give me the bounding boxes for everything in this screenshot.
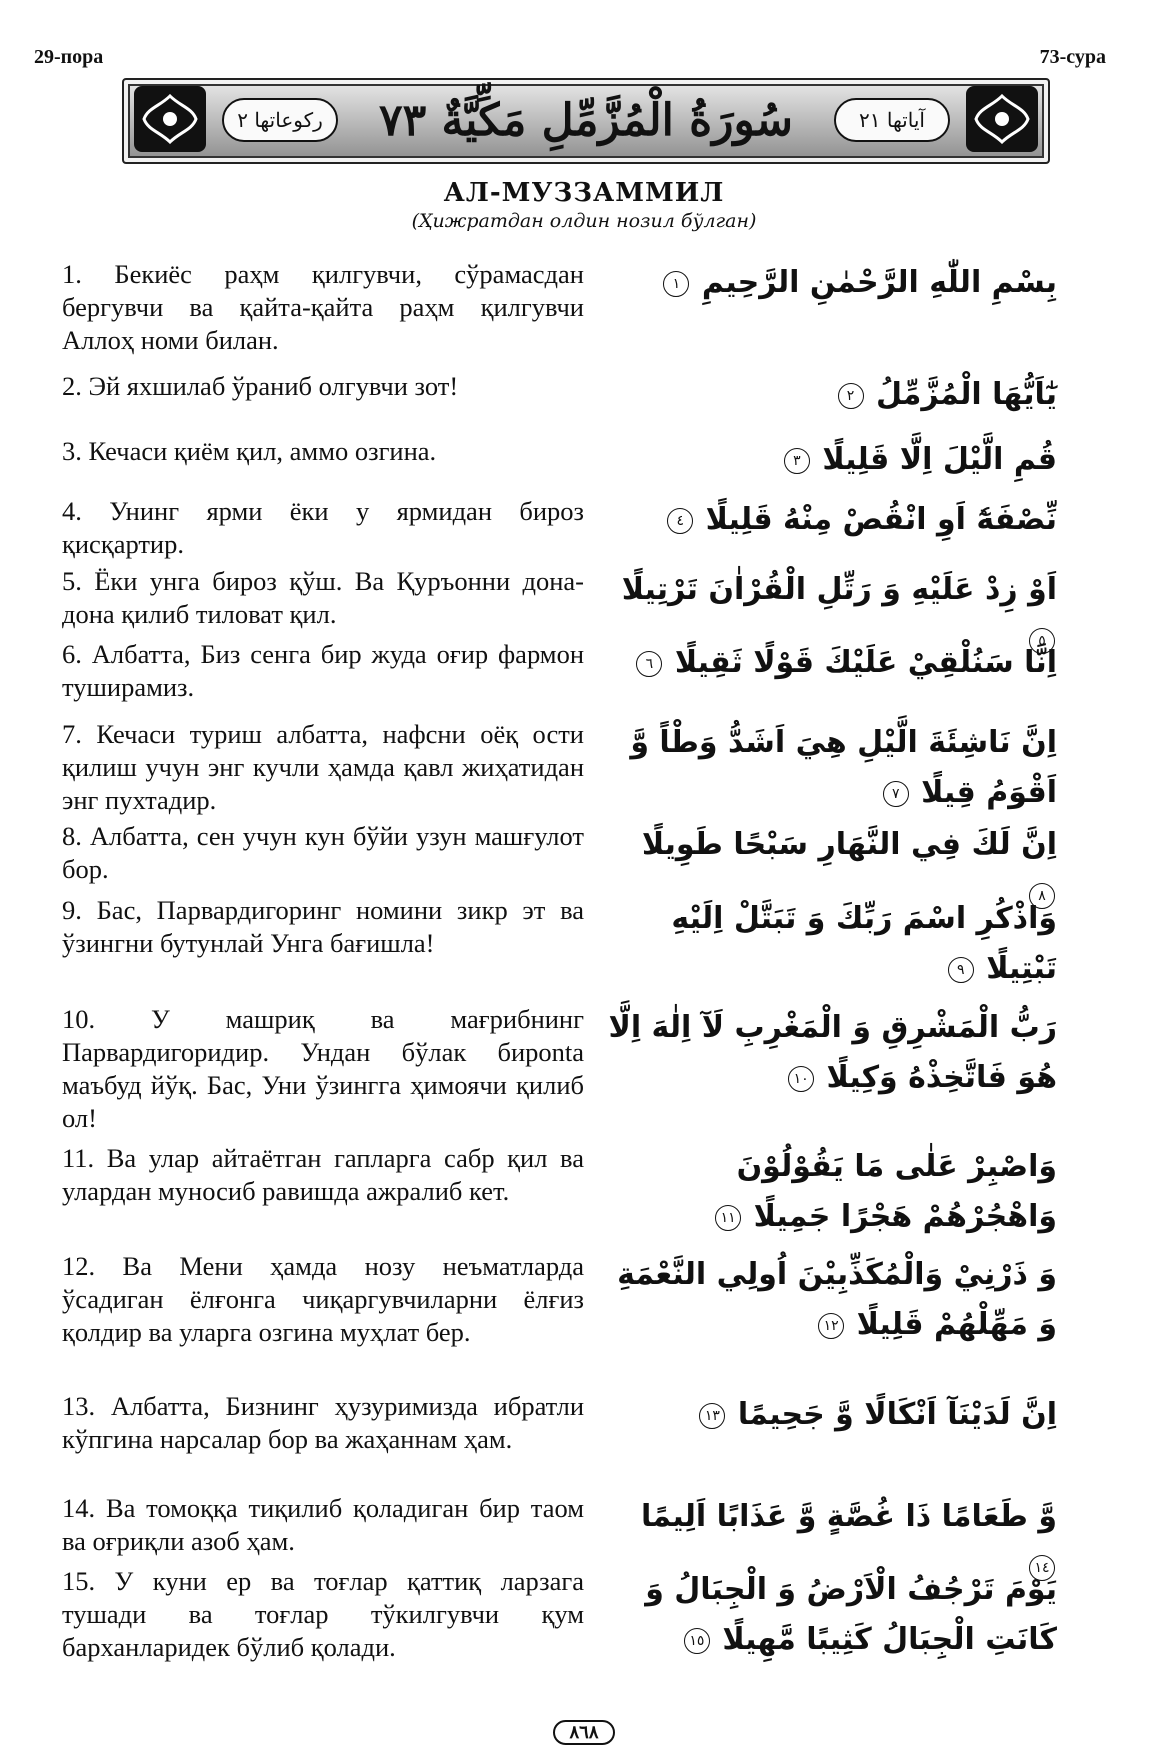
verse-translation: 7. Кечаси туриш албатта, нафсни оёқ ости қилиш учун энг кучли ҳамда қавл жиҳатидан энг пухтадир. xyxy=(62,719,584,815)
verse-translation: 5. Ёки унга бироз қўш. Ва Қуръонни дона-дона қилиб тиловат қил. xyxy=(62,566,584,629)
verse-translation: 11. Ва улар айтаётган гапларга сабр қил ва улардан муносиб равишда ажралиб кет. xyxy=(62,1143,584,1206)
verse-number: ١٣ xyxy=(699,1403,725,1429)
verse-number: ١ xyxy=(663,271,689,297)
verse-translation: 8. Албатта, сен учун кун бўйи узун машғулот бор. xyxy=(62,821,584,884)
page-number-label: ٨٦٨ xyxy=(553,1720,614,1745)
verse-arabic: وَ ذَرْنِيْ وَالْمُكَذِّبِيْنَ اُولِي النَّعْمَةِ وَ مَهِّلْهُمْ قَلِيلًا ١٢ xyxy=(617,1257,1057,1342)
verse-arabic: بِسْمِ اللّٰهِ الرَّحْمٰنِ الرَّحِيمِ ١ xyxy=(602,258,1057,308)
verse-translation: 4. Унинг ярми ёки у ярмидан бироз қисқартир. xyxy=(62,496,584,559)
verse-translation: 10. У машриқ ва мағрибнинг Парвардигоридир. Ундан бўлак бирonta маъбуд йўқ. Бас, Уни ўзингга ҳимоячи қилиб ол! xyxy=(62,1004,584,1133)
verse-number: ٨ xyxy=(1029,883,1055,909)
page-number xyxy=(534,1716,634,1748)
verse-arabic: وَّ طَعَامًا ذَا غُصَّةٍ وَّ عَذَابًا اَلِيمًا ١٤ xyxy=(602,1492,1057,1592)
verse-translation: 14. Ва томоққа тиқилиб қоладиган бир таом ва оғриқли азоб ҳам. xyxy=(62,1493,584,1556)
verse-translation: 12. Ва Мени ҳамда нозу неъматларда ўсадиган ёлғонга чиқаргувчиларни ёлғиз қолдир ва уларга озгина муҳлат бер. xyxy=(62,1251,584,1347)
verse-number: ٧ xyxy=(883,781,909,807)
ruku-count-badge: ركوعاتها ٢ xyxy=(222,98,338,142)
verse-number: ٦ xyxy=(636,651,662,677)
verse-translation: 9. Бас, Парвардигоринг номини зикр эт ва ўзингни бутунлай Унга бағишла! xyxy=(62,895,584,958)
verse-arabic: اِنَّ نَاشِئَةَ الَّيْلِ هِيَ اَشَدُّ وَطْاً وَّ اَقْوَمُ قِيلًا ٧ xyxy=(630,725,1057,810)
verse-arabic: وَاذْكُرِ اسْمَ رَبِّكَ وَ تَبَتَّلْ اِلَيْهِ تَبْتِيلًا ٩ xyxy=(671,901,1057,986)
verse-number: ١٠ xyxy=(788,1066,814,1092)
verse-arabic: اَوْ زِدْ عَلَيْهِ وَ رَتِّلِ الْقُرْاٰنَ تَرْتِيلًا ٥ xyxy=(602,565,1057,665)
verse-arabic: نِّصْفَهٗٓ اَوِ انْقُصْ مِنْهُ قَلِيلًا ٤ xyxy=(602,495,1057,545)
surah-heading: АЛ-МУЗЗАММИЛ xyxy=(443,178,725,208)
verse-arabic: يَوْمَ تَرْجُفُ الْاَرْضُ وَ الْجِبَالُ وَ كَانَتِ الْجِبَالُ كَثِيبًا مَّهِيلًا ١٥ xyxy=(645,1572,1057,1657)
verse-number: ١٤ xyxy=(1029,1555,1055,1581)
verse-arabic: اِنَّ لَدَيْنَآ اَنْكَالًا وَّ جَحِيمًا ١٣ xyxy=(602,1390,1057,1440)
ornament-left-icon xyxy=(134,86,206,152)
verse-translation: 3. Кечаси қиём қил, аммо озгина. xyxy=(62,436,437,466)
verse-number: ١٢ xyxy=(818,1313,844,1339)
verse-arabic: رَبُّ الْمَشْرِقِ وَ الْمَغْرِبِ لَآ اِلٰهَ اِلَّا هُوَ فَاتَّخِذْهُ وَكِيلًا ١٠ xyxy=(608,1010,1057,1095)
verse-translation: 13. Албатта, Бизнинг ҳузуримизда ибратли кўпгина нарсалар бор ва жаҳаннам ҳам. xyxy=(62,1391,584,1454)
verse-arabic: قُمِ الَّيْلَ اِلَّا قَلِيلًا ٣ xyxy=(602,435,1057,485)
verse-arabic: اِنَّا سَنُلْقِيْ عَلَيْكَ قَوْلًا ثَقِيلًا ٦ xyxy=(602,638,1057,688)
verse-arabic: يٰٓاَيُّهَا الْمُزَّمِّلُ ٢ xyxy=(602,370,1057,420)
verse-number: ٣ xyxy=(784,448,810,474)
surah-subheading: (Ҳижратдан олдин нозил бўлган) xyxy=(411,210,757,232)
verse-translation: 6. Албатта, Биз сенга бир жуда оғир фармон туширамиз. xyxy=(62,639,584,702)
verse-translation: 2. Эй яхшилаб ўраниб олгувчи зот! xyxy=(62,371,459,401)
juz-label: 29-пора xyxy=(34,46,104,68)
verse-translation: 15. У куни ер ва тоғлар қаттиқ ларзага тушади ва тоғлар тўкилгувчи қум барханларидек бўлиб қолади. xyxy=(62,1566,584,1662)
surah-title-arabic: سُورَةُ الْمُزَّمِّلِ مَكِّيَّةٌ ٧٣ xyxy=(378,94,794,146)
surah-label: 73-сура xyxy=(1039,46,1106,68)
verse-number: ٥ xyxy=(1029,628,1055,654)
verse-number: ١١ xyxy=(715,1205,741,1231)
ayat-count-badge: آياتها ٢١ xyxy=(834,98,950,142)
verse-number: ٤ xyxy=(667,508,693,534)
verse-translation: 1. Бекиёс раҳм қилгувчи, сўрамасдан бергувчи ва қайта-қайта раҳм қилгувчи Аллоҳ номи билан. xyxy=(62,259,584,355)
ornament-right-icon xyxy=(966,86,1038,152)
verse-number: ٩ xyxy=(948,957,974,983)
surah-banner xyxy=(122,78,1050,164)
verse-arabic: وَاصْبِرْ عَلٰى مَا يَقُوْلُوْنَ وَاهْجُرْهُمْ هَجْرًا جَمِيلًا ١١ xyxy=(602,1142,1057,1242)
verse-number: ١٥ xyxy=(684,1628,710,1654)
verse-arabic: اِنَّ لَكَ فِي النَّهَارِ سَبْحًا طَوِيلًا ٨ xyxy=(602,820,1057,920)
verse-number: ٢ xyxy=(838,383,864,409)
